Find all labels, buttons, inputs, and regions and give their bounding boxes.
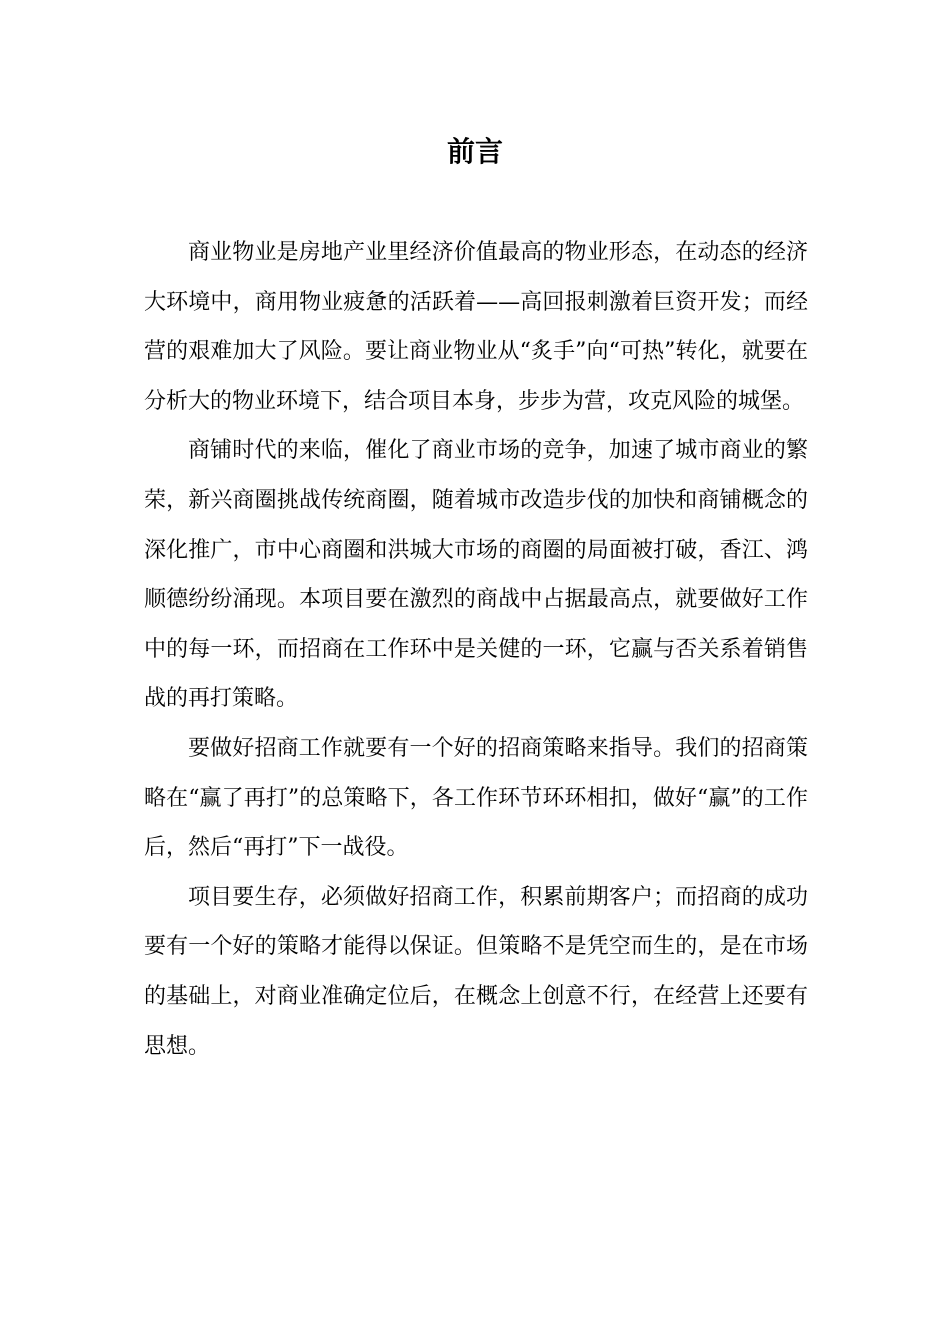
paragraph-2: 商铺时代的来临，催化了商业市场的竞争，加速了城市商业的繁荣，新兴商圈挑战传统商圈，随着城市改造步伐的加快和商铺概念的深化推广，市中心商圈和洪城大市场的商圈的局面被打破，香江、鸿顺德纷纷涌现。本项目要在激烈的商战中占据最高点，就要做好工作中的每一环，而招商在工作环中是关健的一环，它赢与否关系着销售战的再打策略。 [144, 438, 808, 712]
page-title: 前言 [446, 135, 503, 168]
paragraph-3: 要做好招商工作就要有一个好的招商策略来指导。我们的招商策略在“赢了再打”的总策略下，各工作环节环环相扣，做好“赢”的工作后，然后“再打”下一战役。 [144, 735, 808, 861]
document-body [144, 228, 808, 1071]
paragraph-4: 项目要生存，必须做好招商工作，积累前期客户；而招商的成功要有一个好的策略才能得以保证。但策略不是凭空而生的，是在市场的基础上，对商业准确定位后，在概念上创意不行，在经营上还要有思想。 [144, 884, 808, 1059]
paragraph-1: 商业物业是房地产业里经济价值最高的物业形态，在动态的经济大环境中，商用物业疲惫的活跃着——高回报刺激着巨资开发；而经营的艰难加大了风险。要让商业物业从“炙手”向“可热”转化，就要在分析大的物业环境下，结合项目本身，步步为营，攻克风险的城堡。 [144, 240, 808, 414]
